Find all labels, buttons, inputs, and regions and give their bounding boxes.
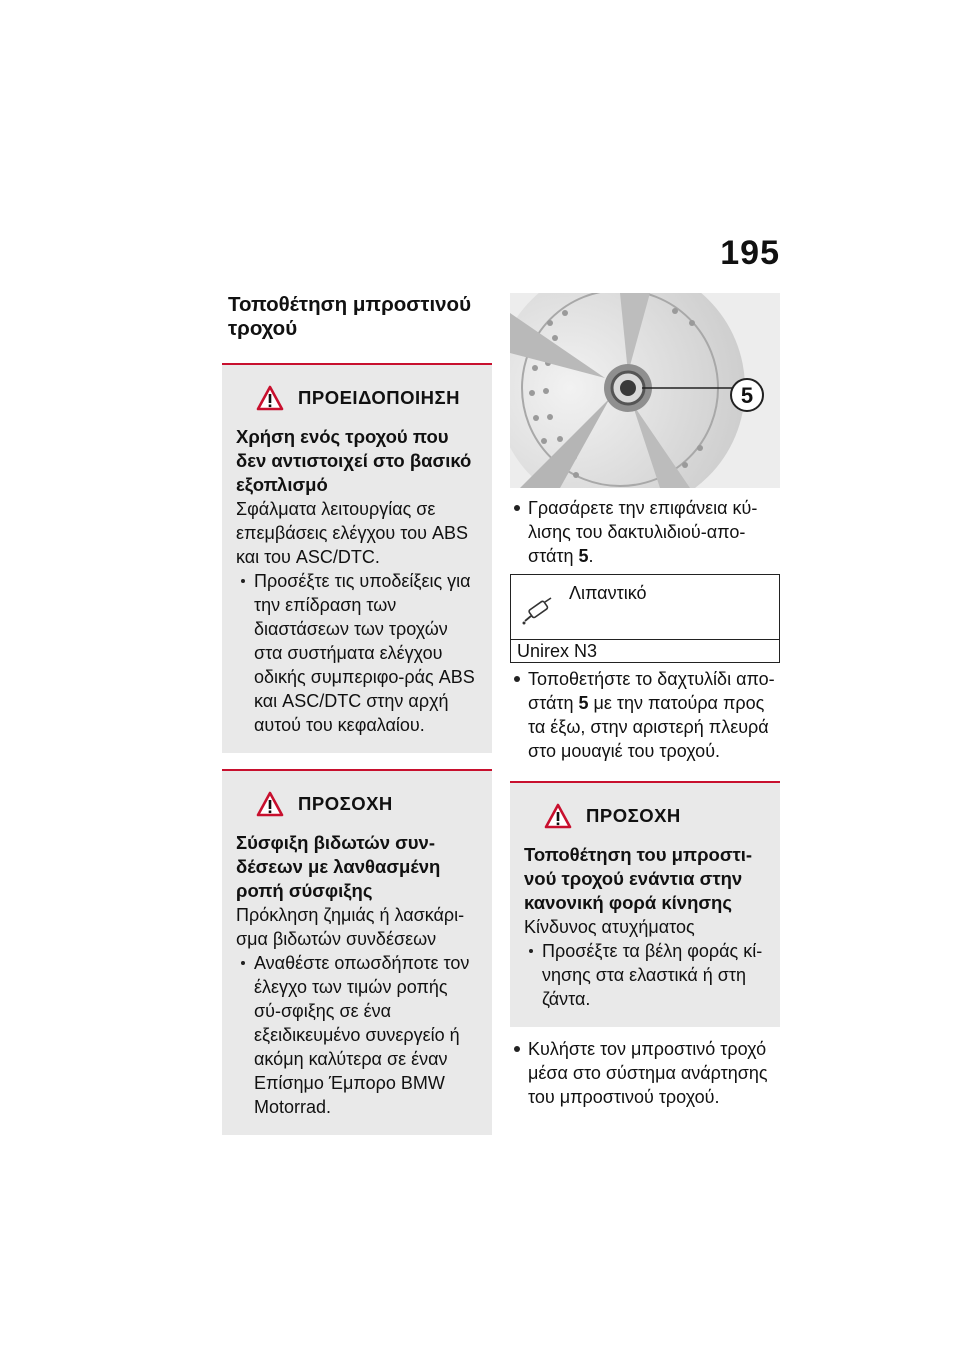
caution-text-1: Πρόκληση ζημιάς ή λασκάρι-σμα βιδωτών συνδέσεων — [236, 905, 465, 949]
caution-header-2 — [544, 803, 766, 829]
step-1-end: . — [588, 546, 594, 566]
lubricant-label: Λιπαντικό — [569, 583, 647, 603]
caution-header-1 — [256, 791, 478, 817]
lubricant-header — [511, 575, 779, 639]
step-3: Κυλήστε τον μπροστινό τροχό μέσα στο σύστημα ανάρτησης του μπροστινού τροχού. — [510, 1037, 780, 1109]
steps-list-1 — [510, 496, 780, 568]
step-1 — [510, 496, 780, 568]
warning-text: Σφάλματα λειτουργίας σε επεμβάσεις ελέγχου του ABS και του ASC/DTC. — [236, 499, 469, 567]
caution-box-1 — [222, 771, 492, 1135]
left-column — [222, 293, 492, 1135]
step-2-end: με την πατούρα προς τα έξω, στην αριστερή πλευρά στο μουαγιέ του τροχού. — [528, 693, 769, 761]
lubricant-product: Unirex N3 — [511, 639, 779, 662]
warning-box — [222, 365, 492, 753]
page-number: 195 — [720, 234, 780, 272]
caution-text-2: Κίνδυνος ατυχήματος — [524, 917, 695, 937]
section-title: Τοποθέτηση μπροστινού τροχού — [228, 293, 472, 340]
caution-label-1: ΠΡΟΣΟΧΗ — [298, 793, 393, 814]
caution-bullets-1 — [236, 951, 478, 1119]
step-2 — [510, 667, 780, 763]
caution-bullet-1: Αναθέστε οπωσδήποτε τον έλεγχο των τιμών ροπής σύ-σφιξης σε ένα εξειδικευμένο συνεργείο ή ακόμη καλύτερα σε έναν Επίσημο Έμπορο BMW Motorrad. — [236, 951, 478, 1119]
caution-box-2 — [510, 783, 780, 1027]
warning-bullet: Προσέξτε τις υποδείξεις για την επίδραση των διαστάσεων των τροχών στα συστήματα ελέγχου οδικής συμπεριφο-ράς ABS και ASC/DTC στην αρχή αυτού του κεφαλαίου. — [236, 569, 478, 737]
lubricant-box — [510, 574, 780, 663]
warning-header — [256, 385, 478, 411]
caution-label-2: ΠΡΟΣΟΧΗ — [586, 805, 681, 826]
warning-triangle-icon — [256, 791, 284, 817]
caution-heading-1: Σύσφιξη βιδωτών συν-δέσεων με λανθασμένη ροπή σύσφιξης — [236, 832, 441, 901]
grease-gun-icon — [521, 597, 555, 627]
right-column — [510, 293, 780, 1109]
steps-list-3 — [510, 1037, 780, 1109]
step-1-text: Γρασάρετε την επιφάνεια κύ-λισης του δακτυλιδιού-απο-στάτη — [528, 498, 758, 566]
callout-number: 5 — [740, 383, 754, 408]
steps-list-2 — [510, 667, 780, 763]
warning-bullets — [236, 569, 478, 737]
step-2-ref: 5 — [578, 693, 589, 713]
caution-bullets-2 — [524, 939, 766, 1011]
step-1-ref: 5 — [578, 546, 589, 566]
step-2-text: Τοποθετήστε το δαχτυλίδι απο-στάτη — [528, 669, 775, 713]
warning-label: ΠΡΟΕΙΔΟΠΟΙΗΣΗ — [298, 387, 460, 408]
warning-heading: Χρήση ενός τροχού που δεν αντιστοιχεί στο βασικό εξοπλισμό — [236, 426, 472, 495]
caution-heading-2: Τοποθέτηση του μπροστι-νού τροχού ενάντια στην κανονική φορά κίνησης — [524, 844, 753, 913]
warning-triangle-icon — [256, 385, 284, 411]
caution-bullet-2: Προσέξτε τα βέλη φοράς κί-νησης στα ελαστικά ή στη ζάντα. — [524, 939, 766, 1011]
warning-triangle-icon — [544, 803, 572, 829]
front-wheel-hub-image — [510, 293, 780, 488]
